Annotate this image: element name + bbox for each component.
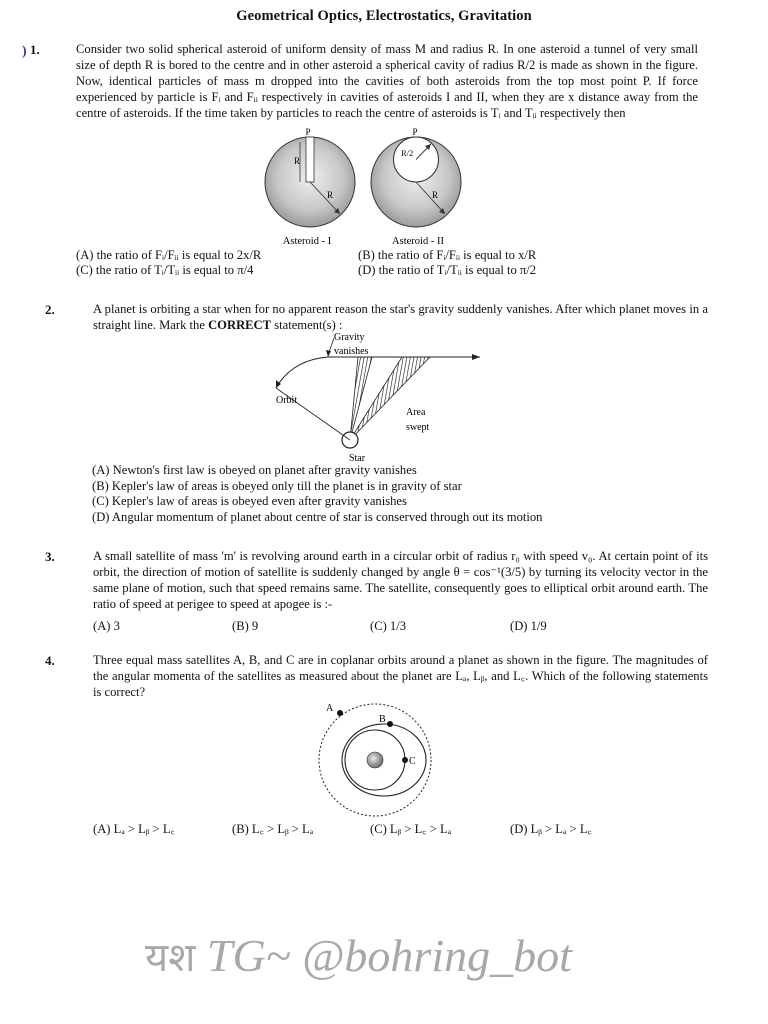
vanishes-label: vanishes	[334, 346, 369, 357]
question-1-number: 1.	[30, 42, 40, 57]
asteroid-2-label: Asteroid - II	[392, 236, 444, 247]
gravity-label: Gravity	[334, 332, 365, 343]
question-4-option-c[interactable]: (C) Lᵦ > L꜀ > Lₐ	[370, 822, 452, 836]
question-2-option-c[interactable]: (C) Kepler's law of areas is obeyed even after gravity vanishes	[92, 494, 407, 508]
question-2-options	[92, 463, 542, 525]
question-1-option-c[interactable]: (C) the ratio of Tᵢ/Tᵢᵢ is equal to π/4	[76, 263, 254, 277]
area-label: Area	[406, 407, 426, 418]
question-2-bold: CORRECT	[208, 318, 272, 332]
swept-label: swept	[406, 422, 430, 433]
question-3-option-c[interactable]: (C) 1/3	[370, 619, 407, 633]
question-3-text: A small satellite of mass 'm' is revolving around earth in a circular orbit of radius r₀ with speed v₀. At certain point of its orbit, the direction of motion of satellite is suddenly changed by angle θ = cos⁻¹(3/5) by turning its velocity vector in the same plane of motion, such that speed remains same. The satellite, consequently goes to elliptical orbit around earth. The ratio of speed at perigee to speed at apogee is :-	[93, 549, 708, 611]
question-2-text-start: A planet is orbiting a star when for no apparent reason the star's gravity suddenly vanishes. After which planet moves in a straight line. Mark the	[93, 302, 708, 332]
watermark	[145, 928, 572, 983]
orbit-label: Orbit	[276, 395, 298, 406]
star-label: Star	[348, 453, 366, 464]
question-4-option-d[interactable]: (D) Lᵦ > Lₐ > L꜀	[510, 822, 592, 836]
question-2-text	[93, 301, 708, 333]
question-1-text: Consider two solid spherical asteroid of uniform density of mass M and radius R. In one asteroid a tunnel of very small size of depth R is bored to the centre and in other asteroid a spherical cavity of radius R/2 is made as shown in the figure. Now, identical particles of mass m dropped into the cavities of both asteroids from the top most point P. If force experienced by particle is Fᵢ and Fᵢᵢ respectively in cavities of asteroids I and II, when they are x distance away from the centre of asteroids. If the time taken by particles to reach the centre of asteroids is Tᵢ and Tᵢᵢ respectively then	[76, 42, 698, 120]
question-2-text-end: statement(s) :	[271, 318, 343, 332]
label-b: B	[379, 714, 386, 725]
asteroid-1-label: Asteroid - I	[282, 236, 332, 247]
tunnel	[306, 137, 314, 182]
question-4-figure	[310, 698, 445, 820]
question-3-option-d[interactable]: (D) 1/9	[510, 619, 547, 633]
planet	[367, 752, 383, 768]
label-a: A	[326, 703, 334, 714]
question-2-number: 2.	[45, 302, 55, 317]
question-4-number: 4.	[45, 653, 55, 668]
question-2-option-d[interactable]: (D) Angular momentum of planet about centre of star is conserved through out its motion	[92, 509, 543, 524]
question-4-option-a[interactable]: (A) Lₐ > Lᵦ > L꜀	[93, 822, 175, 836]
question-1-option-d[interactable]: (D) the ratio of Tᵢ/Tᵢᵢ is equal to π/2	[358, 263, 537, 277]
p-label-2: P	[412, 128, 418, 137]
question-2-figure	[262, 330, 490, 464]
margin-mark: )	[22, 44, 27, 59]
question-1-figure	[255, 128, 470, 250]
watermark-devanagari: यश	[145, 935, 196, 981]
question-4-option-b[interactable]: (B) L꜀ > Lᵦ > Lₐ	[232, 822, 314, 836]
r-label-2: R	[432, 190, 439, 200]
question-1-option-b[interactable]: (B) the ratio of Fᵢ/Fᵢᵢ is equal to x/R	[358, 248, 537, 262]
question-2-option-a[interactable]: (A) Newton's first law is obeyed on planet after gravity vanishes	[92, 463, 417, 477]
r-half-label: R/2	[401, 148, 414, 158]
orbit-arc	[276, 357, 328, 388]
p-label-1: P	[305, 128, 311, 137]
satellite-a	[337, 710, 343, 716]
r-label-tunnel: R	[294, 156, 301, 166]
question-2-option-b[interactable]: (B) Kepler's law of areas is obeyed only till the planet is in gravity of star	[92, 478, 462, 493]
question-1-option-a[interactable]: (A) the ratio of Fᵢ/Fᵢᵢ is equal to 2x/R	[76, 248, 262, 262]
label-c: C	[409, 756, 416, 767]
question-3-option-b[interactable]: (B) 9	[232, 619, 259, 633]
question-3-number: 3.	[45, 549, 55, 564]
question-3-option-a[interactable]: (A) 3	[93, 619, 120, 633]
satellite-c	[402, 757, 408, 763]
satellite-b	[387, 721, 393, 727]
r-label-1: R	[327, 190, 334, 200]
question-4-text: Three equal mass satellites A, B, and C are in coplanar orbits around a planet as shown in the figure. The magnitudes of the angular momenta of the satellites as measured about the planet are Lₐ, Lᵦ, and L꜀. Which of the following statements is correct?	[93, 653, 708, 699]
page-title: Geometrical Optics, Electrostatics, Gravitation	[236, 8, 532, 24]
watermark-latin: TG~ @bohring_bot	[206, 930, 572, 981]
